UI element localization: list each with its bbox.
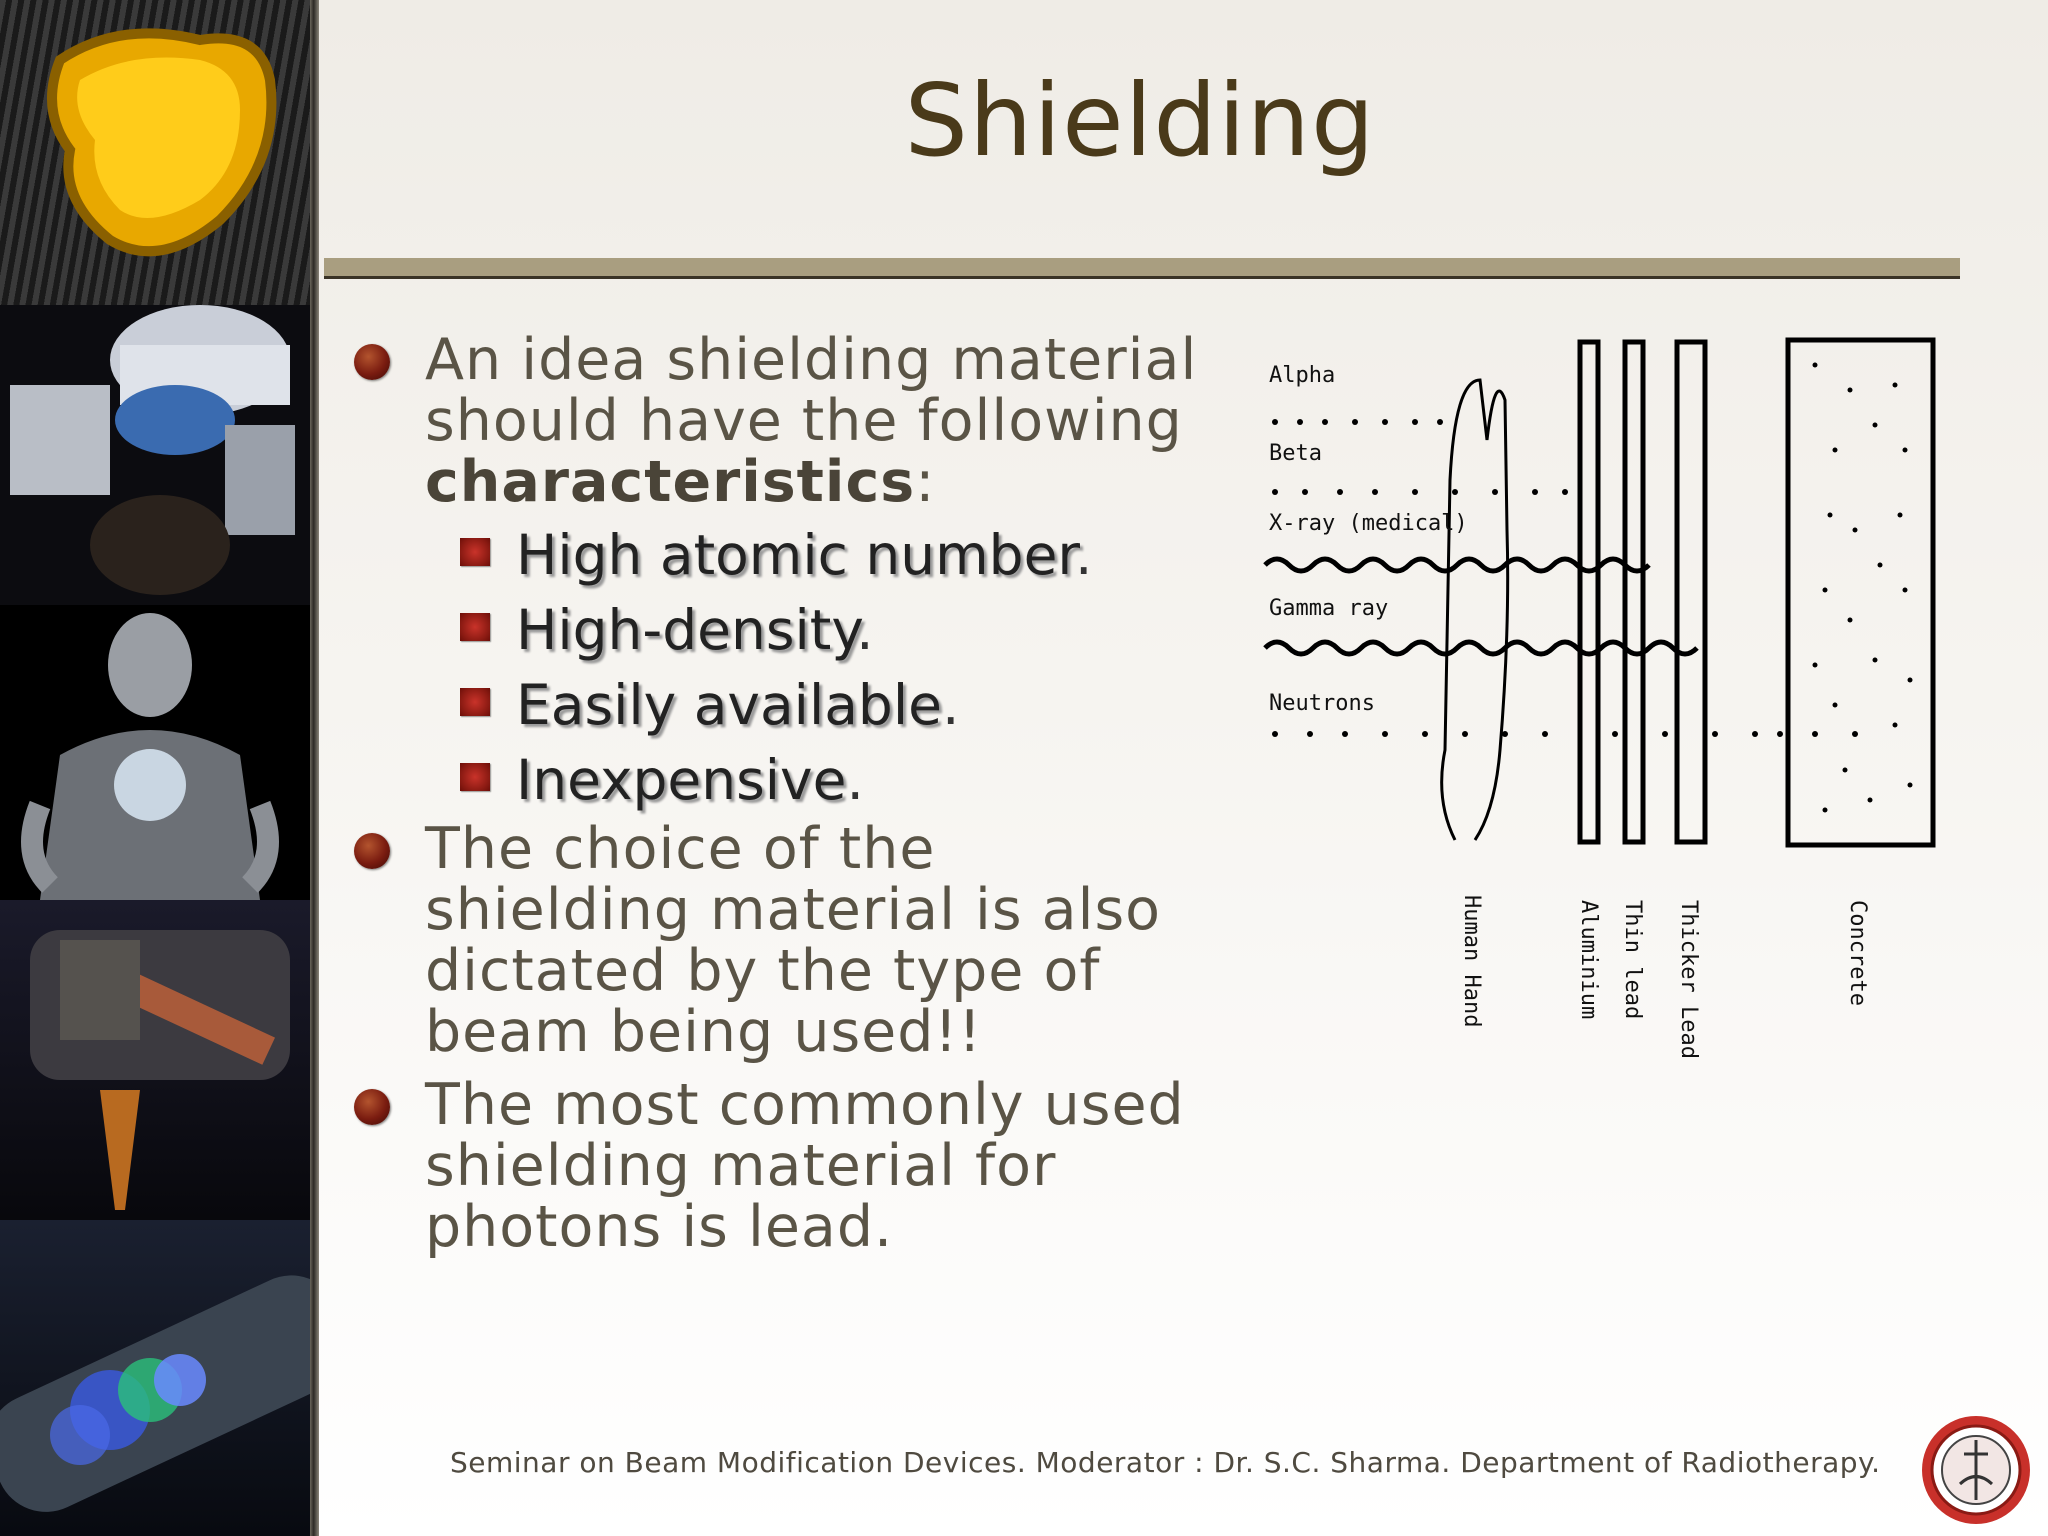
square-bullet-icon <box>460 688 490 716</box>
thick-lead-barrier <box>1677 342 1705 842</box>
sub-bullet-item: High atomic number. <box>340 521 1220 590</box>
footer-text: Seminar on Beam Modification Devices. Moderator : Dr. S.C. Sharma. Department of Radiotherapy. <box>450 1446 1881 1479</box>
label-thicker-lead: Thicker Lead <box>1676 900 1701 1059</box>
radiation-penetration-diagram <box>1255 330 1955 1130</box>
label-human-hand: Human Hand <box>1459 895 1484 1028</box>
square-bullet-icon <box>460 613 490 641</box>
aluminium-barrier <box>1580 342 1598 842</box>
bullet-item <box>340 816 1220 1065</box>
sub-bullet-list <box>340 521 1220 815</box>
sub-bullet-item: Easily available. <box>340 671 1220 740</box>
bullet-text: The choice of the shielding material is also dictated by the type of beam being used!! <box>425 816 1162 1065</box>
gamma-path <box>1265 642 1697 654</box>
xray-path <box>1265 559 1649 571</box>
bullet-icon <box>354 344 390 380</box>
label-xray: X-ray (medical) <box>1269 511 1468 536</box>
label-concrete: Concrete <box>1845 900 1870 1006</box>
bullet-item <box>340 1072 1220 1260</box>
label-gamma: Gamma ray <box>1269 596 1389 621</box>
linac-collimator-image <box>0 0 310 305</box>
side-strip-border <box>310 0 319 1536</box>
bullet-icon <box>354 1089 390 1125</box>
chrome-figure-image <box>0 605 310 900</box>
human-hand-outline <box>1442 380 1508 840</box>
bullet-text: The most commonly used shielding material for photons is lead. <box>425 1072 1185 1260</box>
bullet-item <box>340 327 1220 515</box>
sub-bullet-item: High-density. <box>340 596 1220 665</box>
thin-lead-barrier <box>1625 342 1643 842</box>
treatment-machine-image <box>0 305 310 605</box>
bullet-list <box>340 327 1220 1260</box>
institution-logo-icon <box>1920 1414 2032 1526</box>
label-alpha: Alpha <box>1269 363 1336 388</box>
bullet-text: An idea shielding material should have the following characteristics: <box>425 327 1198 515</box>
bullet-icon <box>354 833 390 869</box>
label-aluminium: Aluminium <box>1576 900 1601 1020</box>
sub-bullet-item: Inexpensive. <box>340 746 1220 815</box>
accelerator-cutaway-image <box>0 900 310 1220</box>
square-bullet-icon <box>460 538 490 566</box>
particle-beam-image <box>0 1220 310 1536</box>
alpha-path <box>1272 419 1443 425</box>
concrete-texture <box>1813 363 1913 813</box>
neutron-path <box>1272 731 1858 737</box>
slide-title: Shielding <box>904 62 1376 179</box>
side-image-strip <box>0 0 310 1536</box>
label-neutrons: Neutrons <box>1269 691 1375 716</box>
beta-path <box>1272 489 1568 495</box>
label-beta: Beta <box>1269 441 1322 466</box>
title-divider <box>324 258 1960 279</box>
square-bullet-icon <box>460 763 490 791</box>
label-thin-lead: Thin lead <box>1620 900 1645 1020</box>
concrete-barrier <box>1788 340 1933 845</box>
